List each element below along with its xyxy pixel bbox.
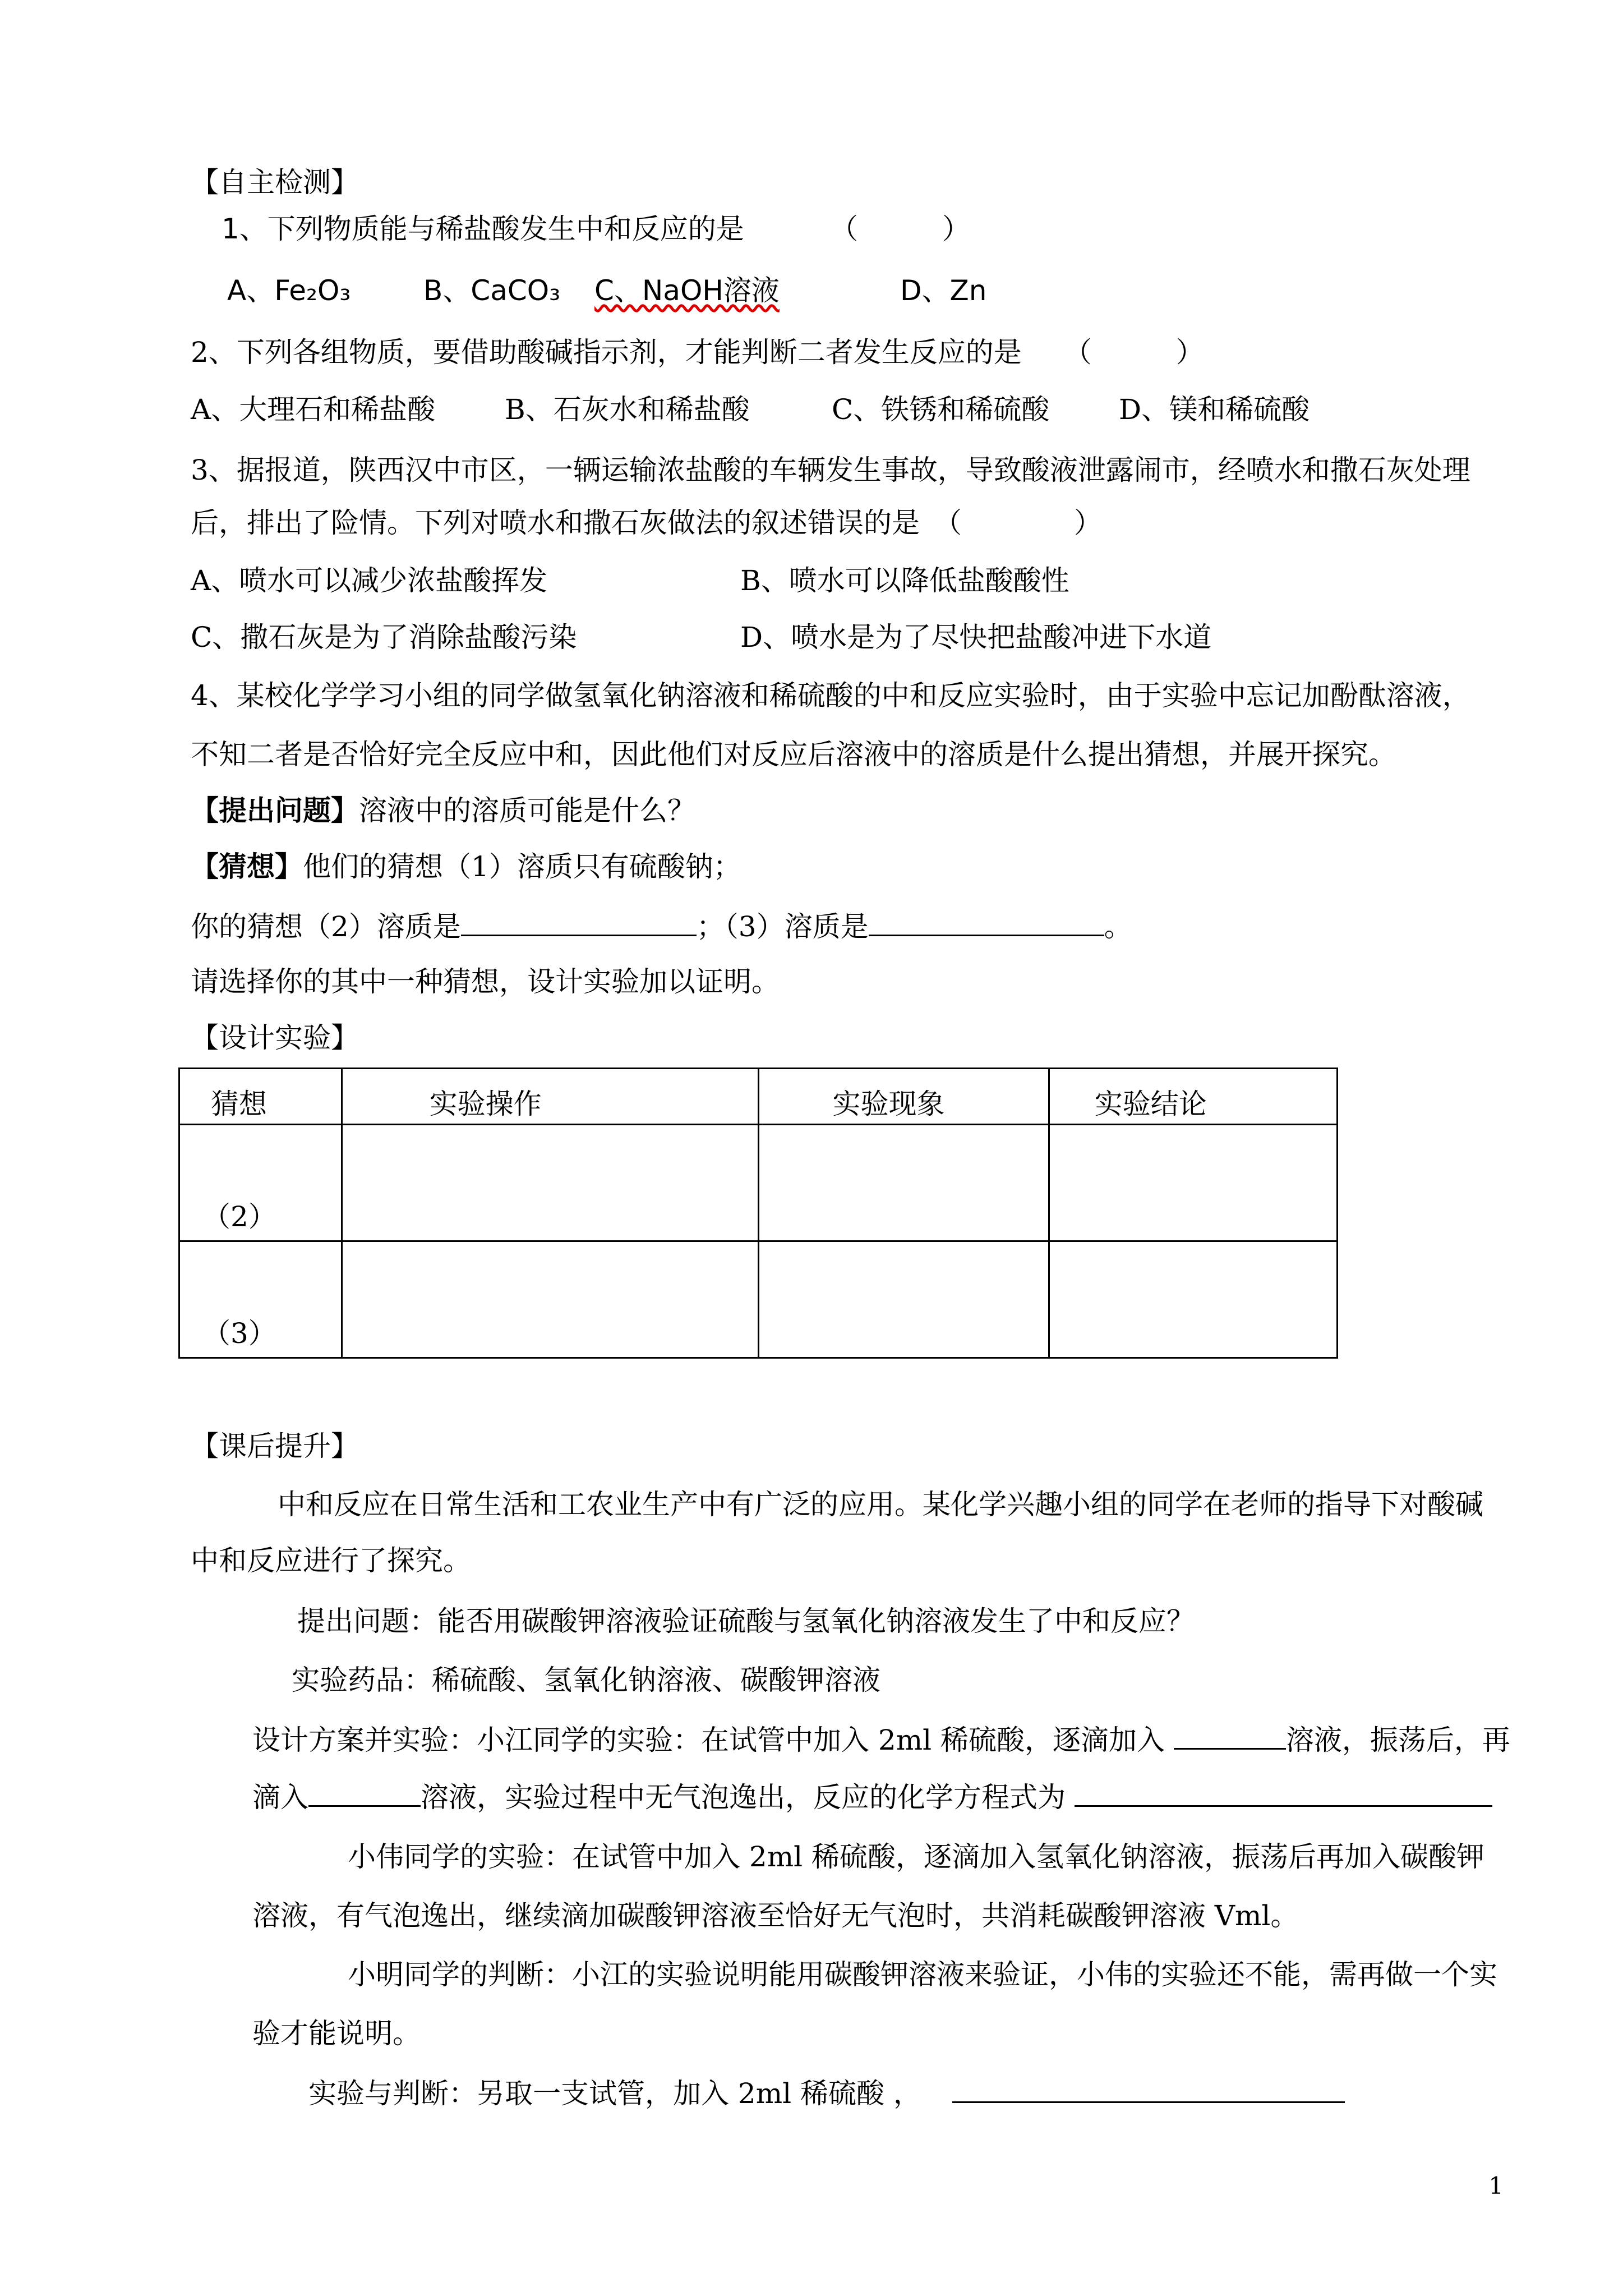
q1-option-d: D、Zn bbox=[900, 274, 987, 307]
xiaowei-line1: 小伟同学的实验：在试管中加入 2ml 稀硫酸，逐滴加入氢氧化钠溶液，振荡后再加入碳酸钾 bbox=[348, 1841, 1485, 1873]
guess-label: 【猜想】 bbox=[191, 850, 303, 883]
table-cell-operation[interactable] bbox=[342, 1241, 759, 1358]
q4-guess-line bbox=[191, 850, 741, 884]
q3-option-b: B、喷水可以降低盐酸酸性 bbox=[740, 564, 1069, 597]
q4-choose-line: 请选择你的其中一种猜想，设计实验加以证明。 bbox=[191, 965, 780, 998]
table-cell-conclusion[interactable] bbox=[1049, 1241, 1337, 1358]
xiaojiang-line1 bbox=[252, 1722, 1510, 1757]
table-row bbox=[179, 1241, 1338, 1358]
section-heading-self-check: 【自主检测】 bbox=[191, 166, 359, 199]
guess-2-blank[interactable] bbox=[461, 909, 697, 936]
table-cell-conclusion[interactable] bbox=[1049, 1125, 1337, 1241]
header-phenomenon: 实验现象 bbox=[832, 1088, 945, 1120]
q3-option-a: A、喷水可以减少浓盐酸挥发 bbox=[191, 564, 548, 597]
table-cell-phenomenon[interactable] bbox=[759, 1125, 1049, 1241]
q3-option-c: C、撒石灰是为了消除盐酸污染 bbox=[191, 621, 577, 654]
table-header-cell bbox=[179, 1069, 342, 1125]
header-guess: 猜想 bbox=[211, 1088, 267, 1120]
final-blank[interactable] bbox=[952, 2076, 1345, 2103]
section-heading-after-class: 【课后提升】 bbox=[191, 1430, 359, 1462]
table-cell-operation[interactable] bbox=[342, 1125, 759, 1241]
header-conclusion: 实验结论 bbox=[1094, 1088, 1207, 1120]
q2-option-b: B、石灰水和稀盐酸 bbox=[505, 393, 750, 426]
table-row bbox=[179, 1125, 1338, 1241]
table-header-cell bbox=[1049, 1069, 1337, 1125]
problem-label: 【提出问题】 bbox=[191, 794, 359, 827]
table-cell-guess bbox=[179, 1125, 342, 1241]
intro-line2: 中和反应进行了探究。 bbox=[191, 1544, 471, 1577]
q4-line1: 4、某校化学学习小组的同学做氢氧化钠溶液和稀硫酸的中和反应实验时，由于实验中忘记加酚酞溶液， bbox=[191, 679, 1470, 712]
xiaojiang-text-d: 溶液，实验过程中无气泡逸出，反应的化学方程式为 bbox=[421, 1781, 1066, 1814]
q4-problem-line bbox=[191, 794, 695, 827]
row-label-2: （2） bbox=[202, 1200, 276, 1233]
problem-text: 溶液中的溶质可能是什么？ bbox=[359, 794, 695, 827]
q3-stem-line2: 后，排出了险情。下列对喷水和撒石灰做法的叙述错误的是 （ ） bbox=[191, 507, 1102, 539]
q3-stem-line1: 3、据报道，陕西汉中市区，一辆运输浓盐酸的车辆发生事故，导致酸液泄露闹市，经喷水和撒石灰处理 bbox=[191, 454, 1470, 486]
xiaoming-line1: 小明同学的判断：小江的实验说明能用碳酸钾溶液来验证，小伟的实验还不能，需再做一个实 bbox=[348, 1958, 1497, 1991]
q1-answer-paren: （ ） bbox=[830, 213, 970, 245]
guess-text: 他们的猜想（1）溶质只有硫酸钠； bbox=[303, 850, 741, 883]
table-header-row bbox=[179, 1069, 1338, 1125]
table-header-cell bbox=[342, 1069, 759, 1125]
experiment-table bbox=[178, 1068, 1338, 1359]
q2-option-d: D、镁和稀硫酸 bbox=[1119, 393, 1310, 426]
q2-option-a: A、大理石和稀盐酸 bbox=[191, 393, 436, 426]
question-line: 提出问题：能否用碳酸钾溶液验证硫酸与氢氧化钠溶液发生了中和反应？ bbox=[297, 1605, 1195, 1637]
reagents-line: 实验药品：稀硫酸、氢氧化钠溶液、碳酸钾溶液 bbox=[292, 1664, 880, 1696]
guess-3-blank[interactable] bbox=[869, 909, 1104, 936]
xiaojiang-blank-1[interactable] bbox=[1174, 1722, 1286, 1750]
xiaojiang-blank-2[interactable] bbox=[308, 1779, 421, 1807]
row-label-3: （3） bbox=[202, 1317, 276, 1350]
your-guess-3-label: ；（3）溶质是 bbox=[696, 910, 869, 943]
final-line bbox=[308, 2076, 1345, 2110]
q2-options bbox=[191, 393, 1368, 426]
q3-option-d: D、喷水是为了尽快把盐酸冲进下水道 bbox=[740, 621, 1212, 654]
q2-stem: 2、下列各组物质，要借助酸碱指示剂，才能判断二者发生反应的是 （ ） bbox=[191, 336, 1204, 369]
q4-your-guess-line bbox=[191, 909, 1132, 944]
xiaojiang-text-a: 设计方案并实验：小江同学的实验：在试管中加入 2ml 稀硫酸，逐滴加入 bbox=[252, 1724, 1165, 1756]
q1-option-c: C、NaOH溶液 bbox=[594, 274, 780, 307]
table-cell-phenomenon[interactable] bbox=[759, 1241, 1049, 1358]
q2-option-c: C、铁锈和稀硫酸 bbox=[832, 393, 1050, 426]
intro-line1: 中和反应在日常生活和工农业生产中有广泛的应用。某化学兴趣小组的同学在老师的指导下对酸碱 bbox=[278, 1488, 1483, 1521]
page-number: 1 bbox=[1488, 2172, 1504, 2200]
header-operation: 实验操作 bbox=[429, 1088, 542, 1120]
xiaojiang-text-c: 滴入 bbox=[252, 1781, 308, 1814]
q4-line2: 不知二者是否恰好完全反应中和，因此他们对反应后溶液中的溶质是什么提出猜想，并展开探究。 bbox=[191, 738, 1396, 771]
xiaojiang-line2 bbox=[252, 1779, 1492, 1814]
table-cell-guess bbox=[179, 1241, 342, 1358]
equation-blank[interactable] bbox=[1075, 1779, 1492, 1807]
q1-option-a: A、Fe₂O₃ bbox=[227, 274, 351, 307]
table-header-cell bbox=[759, 1069, 1049, 1125]
xiaowei-line2: 溶液，有气泡逸出，继续滴加碳酸钾溶液至恰好无气泡时，共消耗碳酸钾溶液 Vml。 bbox=[252, 1899, 1299, 1932]
your-guess-2-label: 你的猜想（2）溶质是 bbox=[191, 910, 461, 943]
xiaojiang-text-b: 溶液，振荡后，再 bbox=[1285, 1724, 1510, 1756]
q1-stem: 1、下列物质能与稀盐酸发生中和反应的是 bbox=[222, 213, 744, 245]
q1-option-b: B、CaCO₃ bbox=[423, 274, 561, 307]
guess-end-mark: 。 bbox=[1104, 910, 1132, 943]
design-heading: 【设计实验】 bbox=[191, 1022, 359, 1054]
final-text: 实验与判断：另取一支试管，加入 2ml 稀硫酸 ， bbox=[308, 2077, 921, 2110]
q1-options bbox=[227, 274, 1068, 307]
xiaoming-line2: 验才能说明。 bbox=[252, 2017, 421, 2050]
